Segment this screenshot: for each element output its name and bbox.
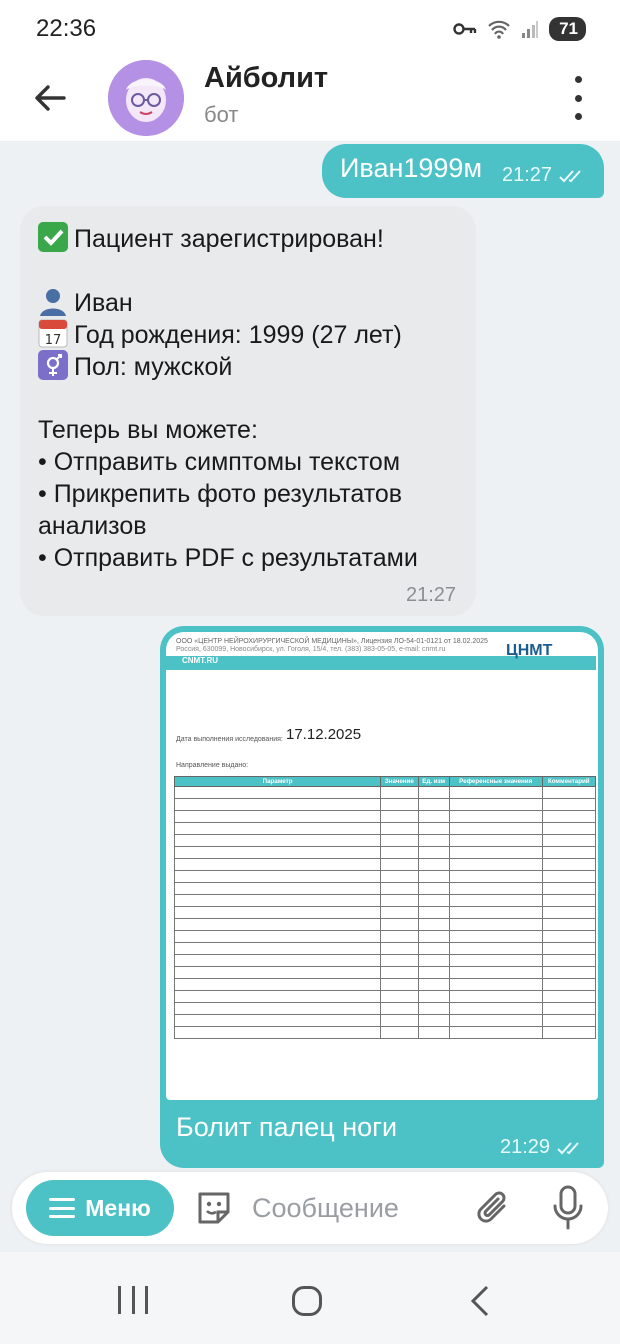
table-cell: 0 [449, 1003, 542, 1015]
referral-label: Направление выдано: [176, 762, 249, 769]
table-cell: 12.63 [381, 787, 418, 799]
table-cell: 29 - 46 [449, 859, 542, 871]
table-cell [542, 895, 595, 907]
table-cell: 4.34 [381, 799, 418, 811]
report-address: Россия, 630099, Новосибирск, ул. Гоголя, 15/4, тел. (383) 383-05-05, e-mail: cnmt.ru [176, 646, 446, 653]
table-cell: 1 - 5 [449, 919, 542, 931]
chat-header [0, 58, 620, 142]
table-cell [542, 931, 595, 943]
table-cell: Распределение эритроцитов по объему - стандартное [175, 859, 381, 871]
menu-button-label: Меню [85, 1194, 151, 1221]
table-cell: % [418, 955, 449, 967]
table-row [175, 811, 596, 823]
report-org: ООО «ЦЕНТР НЕЙРОХИРУРГИЧЕСКОЙ МЕДИЦИНЫ», Лицензия ЛО-54-01-0121 от 18.02.2025 [176, 638, 488, 645]
table-cell: Эозинофилы, абс [175, 991, 381, 1003]
table-cell [542, 1027, 595, 1039]
table-cell [542, 823, 595, 835]
more-options-icon[interactable] [566, 76, 590, 120]
message-line: Иван [38, 286, 133, 318]
table-cell: 0 [381, 1003, 418, 1015]
table-cell: 3.8 - 5.3 [449, 799, 542, 811]
report-title: ОБЩИЙ АНАЛИЗ КРОВИ [332, 678, 430, 687]
table-cell [542, 907, 595, 919]
table-cell: ×10⁹/л [418, 1027, 449, 1039]
wifi-icon [487, 19, 511, 39]
calendar-icon [38, 318, 68, 348]
table-row [175, 859, 596, 871]
table-row [175, 871, 596, 883]
message-meta [500, 1136, 584, 1159]
status-icons [453, 17, 586, 41]
chat-area[interactable] [0, 142, 620, 1172]
table-cell: ×10⁹/л [418, 991, 449, 1003]
table-row [175, 931, 596, 943]
table-cell: фл [418, 823, 449, 835]
table-cell: Средний объем эритроцита (MCV) [175, 823, 381, 835]
table-row [175, 919, 596, 931]
table-cell: 47 - 72 [449, 931, 542, 943]
battery-indicator [549, 17, 586, 41]
table-cell [542, 859, 595, 871]
check-mark-icon [38, 222, 68, 252]
table-cell: 160 - 360 [449, 883, 542, 895]
table-cell: Моноциты, абс [175, 1027, 381, 1039]
double-check-icon [556, 1140, 584, 1156]
table-cell [542, 847, 595, 859]
table-cell: 63.8 [381, 931, 418, 943]
table-cell [542, 883, 595, 895]
table-cell: 0.45 [381, 1027, 418, 1039]
table-cell [542, 943, 595, 955]
column-header: Значение [381, 777, 418, 787]
table-cell: % [418, 871, 449, 883]
message-meta [502, 164, 586, 187]
table-cell: Тромбоциты (PLT) [175, 883, 381, 895]
message-line: анализов [38, 512, 147, 540]
table-cell [542, 835, 595, 847]
table-cell: Моноциты [175, 967, 381, 979]
message-time: 21:29 [500, 1136, 551, 1158]
table-cell: 0 - 0.7 [449, 991, 542, 1003]
outgoing-message[interactable] [322, 144, 604, 198]
table-cell: Гематокрит (HCT) [175, 871, 381, 883]
message-line: • Отправить симптомы текстом [38, 448, 401, 476]
table-cell: 117 - 160 [449, 811, 542, 823]
table-cell [542, 871, 595, 883]
table-cell: Палочкоядерные нейтрофилы [175, 919, 381, 931]
table-cell: ×10⁹/л [418, 1015, 449, 1027]
table-cell: 0 - 0.8 [449, 1027, 542, 1039]
table-cell: 31.4 [381, 835, 418, 847]
table-row [175, 907, 596, 919]
table-cell: 340 [381, 883, 418, 895]
table-cell: ×10⁹/л [418, 787, 449, 799]
referral-name: Костюкова Надежда Викторовна [262, 761, 376, 768]
clinic-logo: ЦНМТ [506, 642, 553, 659]
system-back-icon[interactable] [468, 1284, 492, 1318]
table-cell: Среднее содерж. гемоглобина в эритроците (MCH) [175, 835, 381, 847]
table-cell: 0 [381, 1015, 418, 1027]
table-cell: Метамиелоциты [175, 1003, 381, 1015]
menu-button[interactable] [26, 1180, 174, 1236]
table-cell [542, 811, 595, 823]
home-icon[interactable] [292, 1286, 322, 1316]
table-row [175, 787, 596, 799]
microphone-icon[interactable] [550, 1184, 586, 1232]
message-line: Теперь вы можете: [38, 416, 258, 444]
message-line: Пациент зарегистрирован! [38, 222, 384, 254]
attach-icon[interactable] [474, 1186, 514, 1230]
message-line: 17 Год рождения: 1999 (27 лет) [38, 318, 402, 350]
photo-caption: Болит палец ноги [176, 1112, 398, 1142]
table-cell [542, 955, 595, 967]
table-cell: 40.9 [381, 871, 418, 883]
message-line: Пол: мужской [38, 350, 232, 382]
table-cell: 17 [381, 907, 418, 919]
message-time: 21:27 [502, 164, 553, 186]
message-line: • Прикрепить фото результатов [38, 480, 403, 508]
message-input[interactable] [252, 1186, 462, 1230]
table-cell: 0.311 [381, 895, 418, 907]
table-cell: 35 - 45 [449, 871, 542, 883]
recent-apps-icon[interactable] [118, 1286, 148, 1314]
table-cell: 4 - 9 [449, 787, 542, 799]
table-cell: г/л [418, 811, 449, 823]
table-row [175, 895, 596, 907]
table-cell [542, 799, 595, 811]
table-row [175, 835, 596, 847]
outgoing-photo-message[interactable] [160, 626, 604, 1168]
lab-results-table [174, 776, 596, 1039]
table-cell [542, 919, 595, 931]
table-cell: 43.9 [381, 859, 418, 871]
table-cell: 94.2 [381, 823, 418, 835]
table-row [175, 799, 596, 811]
table-cell: 0.1 - 0.5 [449, 895, 542, 907]
table-cell: Палочкоядерные нейтрофилы, абс [175, 1015, 381, 1027]
table-cell: пг [418, 835, 449, 847]
table-cell: Распределение эритроцитов по объему - коэффициент [175, 847, 381, 859]
message-text: Иван1999м [340, 153, 483, 183]
bot-avatar-icon [108, 60, 184, 136]
menu-icon [49, 1198, 75, 1218]
report-date: 17.12.2025 [286, 726, 362, 743]
table-cell: Сегментоядерные нейтрофилы [175, 931, 381, 943]
table-header [175, 777, 596, 787]
table-cell: Эритроциты в крови (RBC) [175, 799, 381, 811]
table-cell: 0 - 1 [449, 955, 542, 967]
column-header: Референсные значения [449, 777, 542, 787]
table-row [175, 847, 596, 859]
gender-icon [38, 350, 68, 380]
column-header: Параметр [175, 777, 381, 787]
chat-title[interactable]: Айболит [204, 62, 329, 94]
table-row [175, 943, 596, 955]
table-cell: 19 - 37 [449, 979, 542, 991]
message-time: 21:27 [406, 584, 457, 606]
table-cell: % [418, 895, 449, 907]
table-cell [542, 1003, 595, 1015]
table-row [175, 883, 596, 895]
incoming-message[interactable] [20, 206, 476, 616]
table-cell: 5.6 [381, 967, 418, 979]
message-line: • Отправить PDF с результатами [38, 544, 418, 572]
system-nav-bar [0, 1252, 620, 1344]
table-cell: 0.4 [381, 955, 418, 967]
table-row [175, 979, 596, 991]
lab-report-image[interactable] [166, 632, 598, 1100]
table-cell: Базофилы [175, 955, 381, 967]
status-time: 22:36 [36, 15, 97, 42]
table-cell: 1 [381, 919, 418, 931]
table-cell [542, 1015, 595, 1027]
message-composer [12, 1172, 608, 1244]
report-date-label: Дата выполнения исследования: [176, 736, 283, 743]
table-cell [542, 991, 595, 1003]
table-row [175, 1003, 596, 1015]
table-cell [542, 967, 595, 979]
back-arrow-icon[interactable] [30, 78, 70, 118]
table-row [175, 1027, 596, 1039]
table-cell: Лимфоциты [175, 979, 381, 991]
table-cell: 70 - 99 [449, 823, 542, 835]
key-icon [453, 21, 477, 37]
table-cell: Гемоглобин в крови (HGB) [175, 811, 381, 823]
svg-text:17: 17 [44, 333, 62, 348]
table-cell: % [418, 979, 449, 991]
table-cell: % [418, 967, 449, 979]
table-cell: % [418, 931, 449, 943]
table-row [175, 955, 596, 967]
table-cell: СОЭ [175, 907, 381, 919]
table-row [175, 967, 596, 979]
table-cell: % [418, 1003, 449, 1015]
table-cell: мм/час [418, 907, 449, 919]
table-cell: ×10¹²/л [418, 799, 449, 811]
table-cell: Эозинофилы [175, 943, 381, 955]
column-header: Ед. изм [418, 777, 449, 787]
table-row [175, 1015, 596, 1027]
status-bar [0, 0, 620, 58]
table-cell [542, 979, 595, 991]
table-cell: 29.4 [381, 979, 418, 991]
table-cell: фл [418, 859, 449, 871]
chat-subtitle: бот [204, 102, 239, 127]
table-row [175, 991, 596, 1003]
table-cell: Лейкоциты в крови (WBC) [175, 787, 381, 799]
battery-level: 71 [559, 19, 578, 38]
table-cell: 0.6 [381, 943, 418, 955]
table-cell: 27 - 34 [449, 835, 542, 847]
table-cell: % [418, 847, 449, 859]
double-check-icon [558, 168, 586, 184]
report-site: CNMT.RU [182, 656, 218, 665]
table-cell: % [418, 919, 449, 931]
table-row [175, 823, 596, 835]
table-cell: 140 [381, 811, 418, 823]
table-cell: 11 - 15 [449, 847, 542, 859]
person-icon [38, 286, 68, 316]
table-cell: 0 - 1 [449, 1015, 542, 1027]
table-cell: 2 - 15 [449, 907, 542, 919]
column-header: Комментарий [542, 777, 595, 787]
table-cell: Тромбокрит (PCT) [175, 895, 381, 907]
table-cell: % [418, 943, 449, 955]
table-cell: 3 - 11 [449, 967, 542, 979]
table-cell [542, 787, 595, 799]
table-cell: 12.5 [381, 847, 418, 859]
table-cell: 0 - 5 [449, 943, 542, 955]
table-cell: 0.06 [381, 991, 418, 1003]
signal-icon [521, 19, 539, 39]
table-cell: ×10⁹/л [418, 883, 449, 895]
sticker-icon[interactable] [194, 1188, 234, 1228]
avatar[interactable] [108, 60, 184, 136]
